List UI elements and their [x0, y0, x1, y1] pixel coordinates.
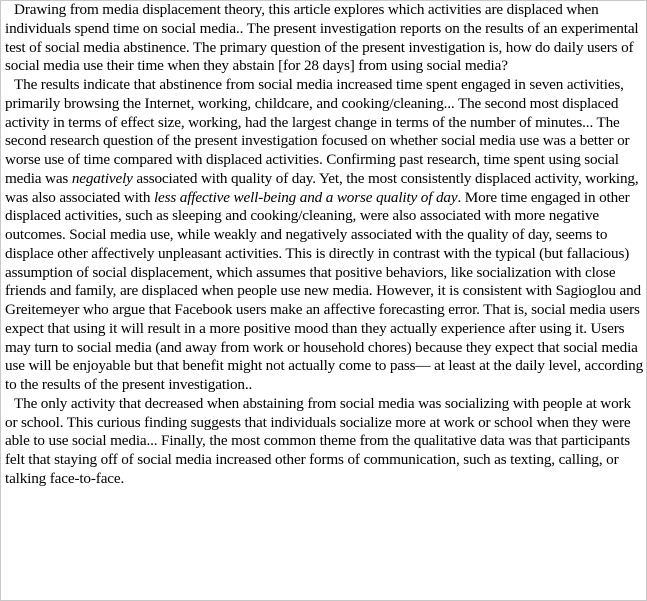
paragraph-1 [5, 1, 645, 76]
paragraph-2-emphasis-wellbeing: less affective well-being and a worse quality of day [153, 188, 458, 206]
paragraph-1-text: Drawing from media displacement theory, this article explores which activities are displaced when individuals spend time on social media.. The present investigation reports on the results of an experimental test of social media abstinence. The primary question of the present investigation is, how do daily users of social media use their time when they abstain [for 28 days] from using social media? [5, 1, 639, 75]
article-text [5, 1, 645, 489]
paragraph-2-text-b: associated with quality of day. Yet, the most consistently displaced activity, working, was also associated with [5, 169, 639, 206]
paragraph-2-text-a: The results indicate that abstinence from social media increased time spent engaged in seven activities, primarily browsing the Internet, working, childcare, and cooking/cleaning... The second most displaced activity in terms of effect size, working, had the largest change in terms of the number of minutes... The second research question of the present investigation focused on whether social media use was a better or worse use of time compared with displaced activities. Confirming past research, time spent using social media was [5, 76, 630, 187]
paragraph-2-text-c: . More time engaged in other displaced activities, such as sleeping and cooking/cleaning, were also associated with more negative outcomes. Social media use, while weakly and negatively associated with the quality of day, seems to displace other affectively unpleasant activities. This is directly in contrast with the typical (but fallacious) assumption of social displacement, which assumes that positive behaviors, like socialization with close friends and family, are displaced when people use new media. However, it is consistent with Sagioglou and Greitemeyer who argue that Facebook users make an affective forecasting error. That is, social media users expect that using it will result in a more positive mood than they actually experience after using it. Users may turn to social media (and away from work or household chores) because they expect that social media use will be enjoyable but that benefit might not actually come to pass— at least at the daily level, according to the results of the present investigation.. [5, 188, 644, 393]
paragraph-2 [5, 76, 645, 395]
paragraph-3 [5, 395, 645, 489]
paragraph-3-text: The only activity that decreased when abstaining from social media was socializing with people at work or school. This curious finding suggests that individuals socialize more at work or school when they were able to use social media... Finally, the most common theme from the qualitative data was that participants felt that staying off of social media increased other forms of communication, such as texting, calling, or talking face-to-face. [5, 394, 631, 487]
paragraph-2-emphasis-negatively: negatively [71, 169, 133, 187]
